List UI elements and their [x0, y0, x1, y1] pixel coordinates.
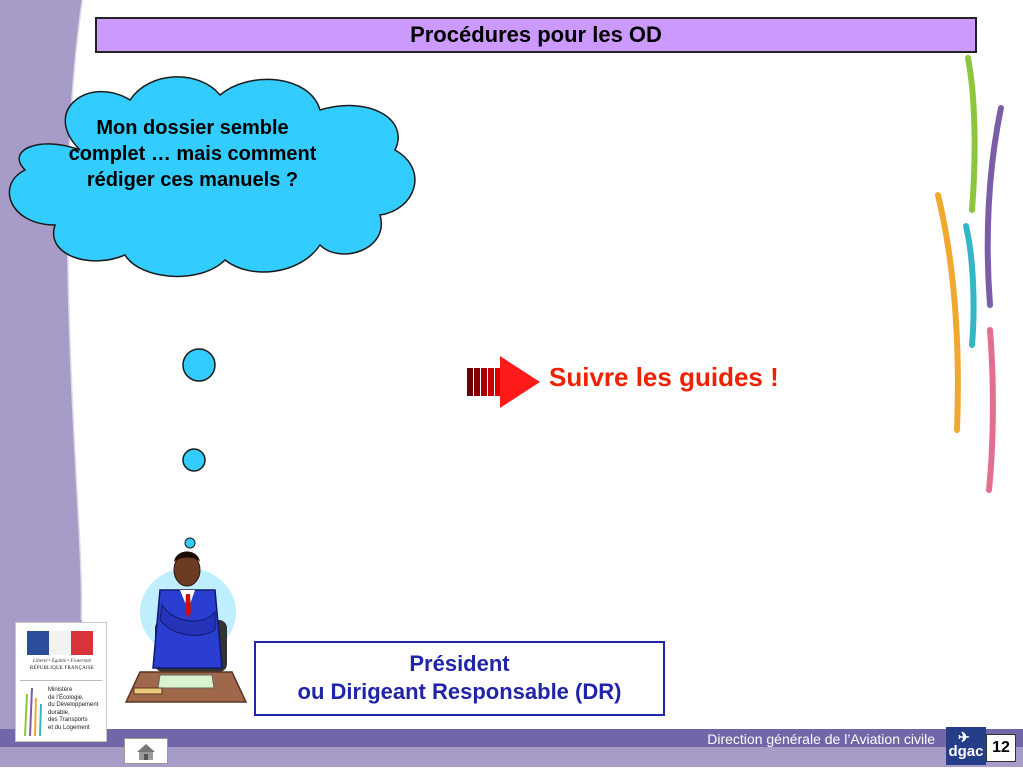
ribbon-green	[968, 58, 975, 210]
bird-icon: ✈	[958, 729, 970, 745]
ministry-stripes-icon	[21, 686, 45, 738]
republic-logo	[15, 622, 107, 742]
thought-bubble-large	[183, 349, 215, 381]
french-flag-icon	[27, 631, 93, 655]
role-label-box	[254, 641, 665, 716]
thought-bubble-text: Mon dossier semble complet … mais comment rédiger ces manuels ?	[68, 117, 317, 191]
ribbon-orange	[938, 195, 958, 430]
businessman-illustration	[126, 552, 246, 703]
thought-bubble-small	[185, 538, 195, 548]
role-subtitle: ou Dirigeant Responsable (DR)	[297, 679, 622, 704]
home-icon	[125, 739, 167, 763]
republic-motto: Liberté • Égalité • Fraternité	[33, 659, 91, 664]
page-number: 12	[986, 734, 1016, 762]
arrow-icon	[467, 356, 540, 408]
ribbon-pink	[989, 330, 993, 490]
ministry-name: Ministère de l’Écologie, du Développement durable, des Transports et du Logement	[48, 687, 99, 731]
footer-organization: Direction générale de l’Aviation civile	[707, 731, 935, 747]
arrow-caption: Suivre les guides !	[549, 362, 779, 392]
ribbon-purple	[988, 108, 1001, 305]
slide-title: Procédures pour les OD	[95, 17, 977, 53]
ribbon-teal	[966, 226, 974, 345]
republic-label: RÉPUBLIQUE FRANÇAISE	[29, 666, 95, 671]
role-title: Président	[409, 651, 510, 676]
home-button[interactable]	[124, 738, 168, 764]
dgac-logo: ✈ dgac	[946, 727, 986, 765]
thought-bubble-medium	[183, 449, 205, 471]
